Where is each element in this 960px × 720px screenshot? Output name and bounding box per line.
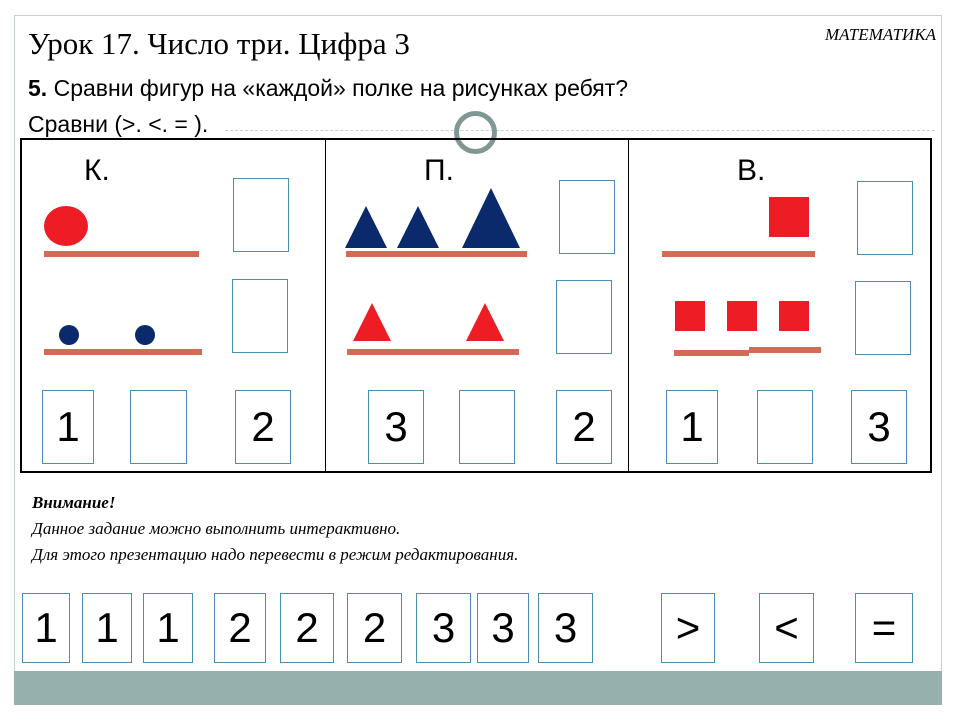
digit-tile[interactable]: 1: [22, 593, 70, 663]
digit-tile[interactable]: 2: [347, 593, 402, 663]
compare-box[interactable]: [757, 390, 813, 464]
lesson-title: Урок 17. Число три. Цифра 3: [28, 26, 410, 61]
digit-tile[interactable]: 3: [416, 593, 471, 663]
slide-frame-right: [941, 15, 942, 675]
red-circle: [44, 206, 88, 246]
panels-frame: [20, 138, 932, 473]
less-sign-tile[interactable]: <: [759, 593, 814, 663]
dotted-line: [225, 130, 935, 131]
compare-box[interactable]: [459, 390, 515, 464]
greater-sign-tile[interactable]: >: [661, 593, 715, 663]
shelf: [44, 349, 202, 355]
count-box: 2: [235, 390, 291, 464]
digit-tile[interactable]: 3: [477, 593, 529, 663]
answer-box[interactable]: [232, 279, 288, 353]
count-box: 1: [666, 390, 718, 464]
navy-triangle: [345, 206, 387, 248]
panel-divider: [628, 140, 629, 471]
panel-divider: [325, 140, 326, 471]
navy-dot: [135, 325, 155, 345]
slide-frame-top: [14, 15, 942, 16]
count-box: 3: [851, 390, 907, 464]
panel-p-name: П.: [424, 154, 454, 187]
digit-tile[interactable]: 3: [538, 593, 593, 663]
footer-bar: [14, 671, 942, 705]
navy-triangle-large: [462, 188, 520, 248]
subject-label: МАТЕМАТИКА: [824, 25, 936, 44]
note-heading: Внимание!: [32, 493, 116, 512]
red-square-large: [769, 197, 809, 237]
digit-tile[interactable]: 2: [280, 593, 334, 663]
red-triangle: [466, 303, 504, 341]
digit-tile[interactable]: 1: [143, 593, 193, 663]
task-question: Сравни фигур на «каждой» полке на рисунках ребят?: [53, 75, 629, 101]
answer-box[interactable]: [855, 281, 911, 355]
note-line-2: Для этого презентацию надо перевести в режим редактирования.: [32, 545, 519, 564]
digit-tile[interactable]: 2: [214, 593, 266, 663]
answer-box[interactable]: [857, 181, 913, 255]
note-line-1: Данное задание можно выполнить интерактивно.: [32, 519, 401, 538]
compare-box[interactable]: [130, 390, 187, 464]
shelf: [347, 349, 519, 355]
red-square: [675, 301, 705, 331]
count-box: 3: [368, 390, 424, 464]
red-square: [779, 301, 809, 331]
shelf: [674, 350, 749, 356]
shelf: [44, 251, 199, 257]
digit-tile[interactable]: 1: [82, 593, 132, 663]
red-square: [727, 301, 757, 331]
panel-k-name: К.: [84, 154, 110, 187]
slide-frame-left: [14, 15, 15, 675]
shelf: [662, 251, 815, 257]
answer-box[interactable]: [559, 180, 615, 254]
navy-dot: [59, 325, 79, 345]
count-box: 2: [556, 390, 612, 464]
answer-box[interactable]: [233, 178, 289, 252]
red-triangle: [353, 303, 391, 341]
shelf: [346, 251, 527, 257]
shelf: [749, 347, 821, 353]
answer-box[interactable]: [556, 280, 612, 354]
task-number: 5.: [28, 75, 48, 101]
attention-note: [32, 490, 518, 568]
task-instruction: Сравни (>. <. = ).: [28, 111, 209, 137]
panel-v-name: В.: [737, 154, 766, 187]
equal-sign-tile[interactable]: =: [855, 593, 913, 663]
count-box: 1: [42, 390, 94, 464]
navy-triangle: [397, 206, 439, 248]
